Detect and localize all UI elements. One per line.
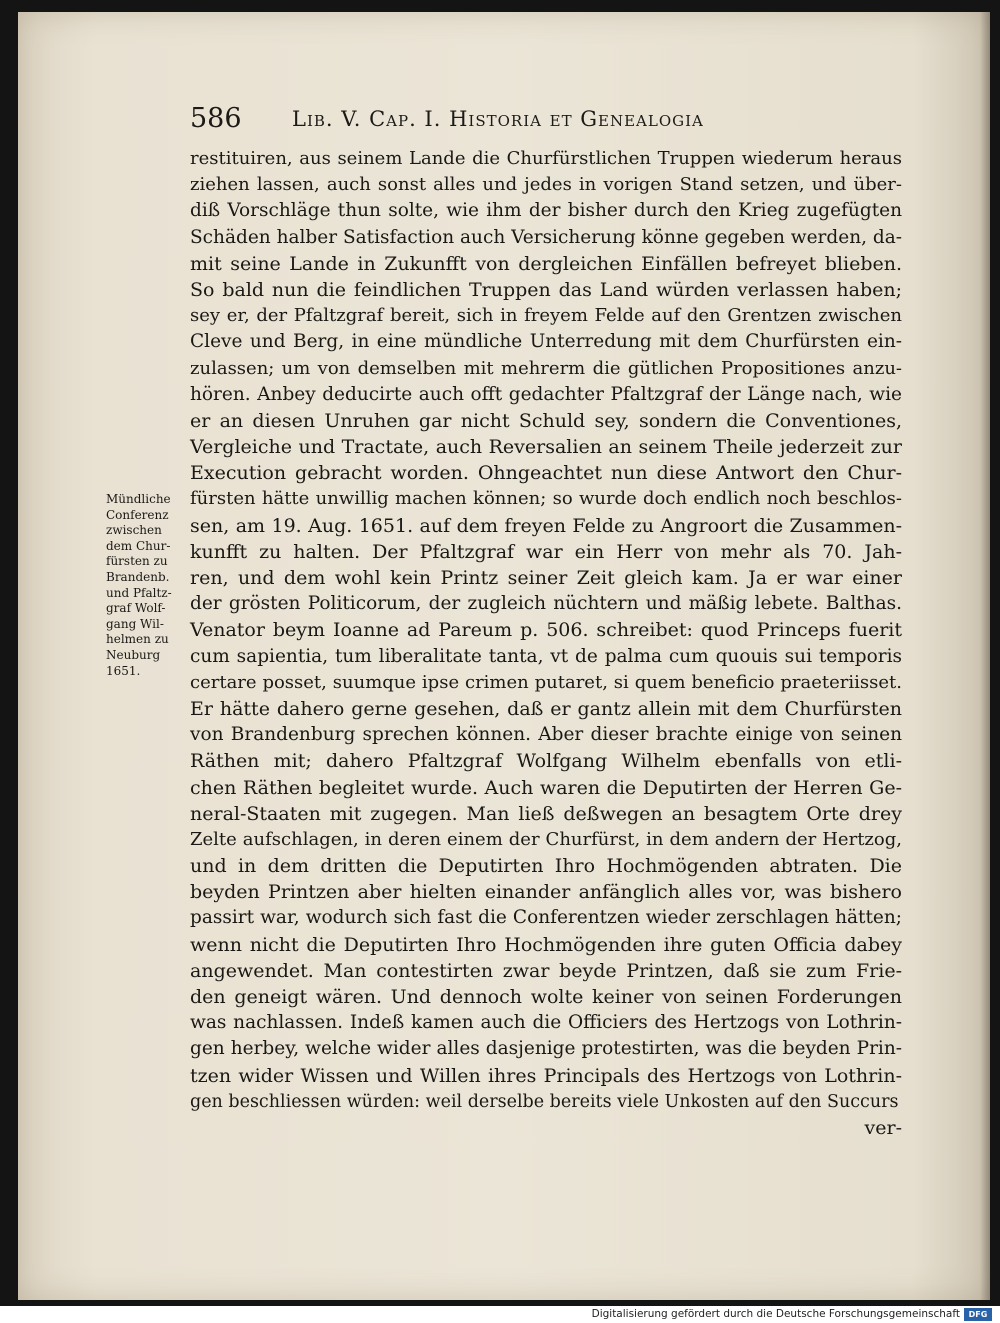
marginal-line: zwischen: [106, 523, 162, 538]
text-line: restituiren, aus seinem Lande die Churfürstlichen Truppen wiederum heraus: [190, 148, 902, 169]
running-head: [190, 103, 830, 137]
text-line: ren, und dem wohl kein Printz seiner Zeit gleich kam. Ja er war einer: [190, 567, 902, 589]
text-line: So bald nun die feindlichen Truppen das Land würden verlassen haben;: [190, 278, 902, 301]
marginal-line: gang Wil-: [106, 616, 164, 631]
text-line: ziehen lassen, auch sonst alles und jedes in vorigen Stand setzen, und über-: [190, 174, 902, 196]
running-title: Lib. V. Cap. I. Historia et Genealogia: [292, 107, 704, 131]
text-line: mit seine Lande in Zukunfft von dergleichen Einfällen befreyet blieben.: [190, 252, 902, 275]
marginal-line: Mündliche: [106, 492, 171, 506]
body-text: [190, 146, 902, 1141]
text-line: cum sapientia, tum liberalitate tanta, vt de palma cum quouis sui temporis: [190, 645, 902, 667]
text-line: Schäden halber Satisfaction auch Versicherung könne gegeben werden, da-: [190, 226, 902, 248]
text-line: Zelte aufschlagen, in deren einem der Churfürst, in dem andern der Hertzog,: [190, 828, 902, 850]
text-line: fürsten hätte unwillig machen können; so wurde doch endlich noch beschlos-: [190, 488, 902, 510]
text-line: beyden Printzen aber hielten einander anfänglich alles vor, was bishero: [190, 881, 902, 904]
text-line: Er hätte dahero gerne gesehen, daß er gantz allein mit dem Churfürsten: [190, 697, 902, 720]
marginal-line: fürsten zu: [106, 554, 168, 569]
text-line: hören. Anbey deducirte auch offt gedachter Pfaltzgraf der Länge nach, wie: [190, 383, 902, 405]
marginal-line: Brandenb.: [106, 569, 170, 584]
text-line: kunfft zu halten. Der Pfaltzgraf war ein Herr von mehr als 70. Jah-: [190, 540, 902, 563]
text-line: der grösten Politicorum, der zugleich nüchtern und mäßig lebete. Balthas.: [190, 593, 902, 615]
text-line: sey er, der Pfaltzgraf bereit, sich in freyem Felde auf den Grentzen zwischen: [190, 305, 902, 327]
text-line: certare posset, suumque ipse crimen putaret, si quem beneficio praeteriisset.: [190, 671, 902, 693]
text-line: von Brandenburg sprechen können. Aber dieser brachte einige von seinen: [190, 724, 902, 746]
text-line: angewendet. Man contestirten zwar beyde Printzen, daß sie zum Frie-: [190, 959, 902, 982]
text-line: er an diesen Unruhen gar nicht Schuld sey, sondern die Conventiones,: [190, 409, 902, 432]
marginal-line: 1651.: [106, 663, 141, 678]
text-line: Cleve und Berg, in eine mündliche Unterredung mit dem Churfürsten ein-: [190, 331, 902, 353]
text-line: chen Räthen begleitet wurde. Auch waren die Deputirten der Herren Ge-: [190, 776, 902, 799]
text-line: Räthen mit; dahero Pfaltzgraf Wolfgang Wilhelm ebenfalls von etli-: [190, 750, 902, 773]
marginal-line: und Pfaltz-: [106, 585, 172, 600]
text-line: gen herbey, welche wider alles dasjenige protestirten, was die beyden Prin-: [190, 1038, 902, 1060]
text-line: neral-Staaten mit zugegen. Man ließ deßwegen an besagtem Orte drey: [190, 802, 902, 825]
text-line: tzen wider Wissen und Willen ihres Principals des Hertzogs von Lothrin-: [190, 1064, 902, 1087]
catchword: ver-: [864, 1116, 902, 1139]
marginal-line: dem Chur-: [106, 538, 171, 553]
footer-bar: [0, 1306, 1000, 1323]
text-line: zulassen; um von demselben mit mehrerm die gütlichen Propositiones anzu-: [190, 357, 902, 379]
marginal-note: [106, 492, 198, 679]
marginal-line: Neuburg: [106, 647, 161, 662]
dfg-logo: DFG: [964, 1308, 992, 1321]
text-line: Vergleiche und Tractate, auch Reversalien an seinem Theile jederzeit zur: [190, 436, 902, 459]
marginal-line: Conferenz: [106, 507, 169, 522]
text-line: Venator beym Ioanne ad Pareum p. 506. schreibet: quod Princeps fuerit: [190, 619, 902, 642]
text-line: Execution gebracht worden. Ohngeachtet nun diese Antwort den Chur-: [190, 462, 902, 485]
footer-credit: Digitalisierung gefördert durch die Deutsche Forschungsgemeinschaft: [591, 1308, 960, 1320]
text-line: passirt war, wodurch sich fast die Conferentzen wieder zerschlagen hätten;: [190, 907, 902, 929]
text-line: und in dem dritten die Deputirten Ihro Hochmögenden abtraten. Die: [190, 855, 902, 878]
marginal-line: graf Wolf-: [106, 601, 166, 616]
text-line: diß Vorschläge thun solte, wie ihm der bisher durch den Krieg zugefügten: [190, 200, 902, 222]
page-number: 586: [190, 103, 242, 134]
text-line: wenn nicht die Deputirten Ihro Hochmögenden ihre guten Officia dabey: [190, 933, 902, 956]
marginal-line: helmen zu: [106, 632, 169, 647]
text-line: was nachlassen. Indeß kamen auch die Officiers des Hertzogs von Lothrin-: [190, 1012, 902, 1034]
text-line: den geneigt wären. Und dennoch wolte keiner von seinen Forderungen: [190, 986, 902, 1008]
page-edge-shadow: [980, 12, 990, 1300]
text-line: gen beschliessen würden: weil derselbe bereits viele Unkosten auf den Succurs: [190, 1091, 899, 1112]
text-line: sen, am 19. Aug. 1651. auf dem freyen Felde zu Angroort die Zusammen-: [190, 514, 902, 537]
